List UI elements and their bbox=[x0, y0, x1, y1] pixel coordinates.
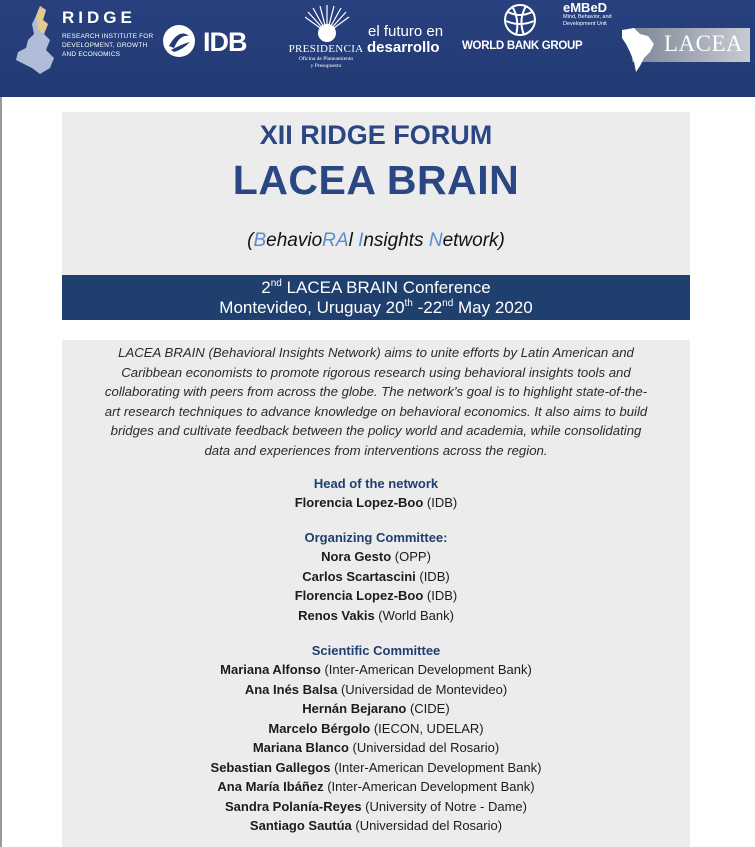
embed-logo-text: eMBeD bbox=[563, 0, 608, 15]
person-entry: Santiago Sautúa (Universidad del Rosario) bbox=[249, 818, 503, 833]
person-entry: Sandra Polanía-Reyes (University of Notre - Dame) bbox=[225, 799, 527, 814]
conference-banner bbox=[62, 275, 690, 320]
futuro-logo-line2: desarrollo bbox=[367, 39, 440, 56]
conference-date-place: Montevideo, Uruguay 20th -22nd May 2020 bbox=[219, 298, 533, 317]
person-entry: Carlos Scartascini (IDB) bbox=[302, 569, 450, 584]
ridge-logo-subtitle: RESEARCH INSTITUTE FOR DEVELOPMENT, GROWTH AND ECONOMICS bbox=[62, 33, 154, 58]
embed-logo-subtitle: Mind, Behavior, and Development Unit bbox=[563, 14, 612, 27]
conference-name: 2nd LACEA BRAIN Conference bbox=[261, 278, 491, 297]
organizing-committee-heading: Organizing Committee: bbox=[304, 530, 448, 545]
person-entry: Ana María Ibáñez (Inter-American Development Bank) bbox=[217, 779, 535, 794]
person-entry: Ana Inés Balsa (Universidad de Montevideo) bbox=[244, 682, 508, 697]
head-of-network-heading: Head of the network bbox=[313, 476, 439, 491]
person-entry: Nora Gesto (OPP) bbox=[321, 549, 431, 564]
ridge-logo-text: RIDGE bbox=[62, 8, 136, 27]
person-entry: Florencia Lopez-Boo (IDB) bbox=[294, 588, 458, 603]
person-entry: Mariana Alfonso (Inter-American Development Bank) bbox=[220, 662, 532, 677]
presidencia-logo-subtitle: Oficina de Planeamiento y Presupuesto bbox=[298, 56, 354, 69]
person-entry: Hernán Bejarano (CIDE) bbox=[302, 701, 450, 716]
intro-paragraph: LACEA BRAIN (Behavioral Insights Network) aims to unite efforts by Latin American and Caribbean economists to promote rigorous research using behavioral insights tools and collaborating with peers from across the globe. The network’s goal is to highlight state-of-the- art research techniques to advance knowledge on behavioral economics. It also aims to build bridges and cultivate feedback between the policy world and academia, while consolidating data and experiences from interventions across the region. bbox=[104, 345, 648, 458]
presidencia-logo-text: PRESIDENCIA bbox=[288, 43, 364, 55]
idb-logo-icon bbox=[162, 24, 196, 58]
lacea-map-icon bbox=[618, 26, 658, 74]
presidencia-sun-icon bbox=[303, 3, 351, 43]
forum-title: XII RIDGE FORUM bbox=[259, 120, 493, 150]
lacea-logo-text: LACEA bbox=[664, 31, 744, 56]
person-entry: Mariana Blanco (Universidad del Rosario) bbox=[252, 740, 500, 755]
person-entry: Renos Vakis (World Bank) bbox=[298, 608, 454, 623]
world-bank-globe-icon bbox=[502, 2, 538, 38]
left-margin-rule bbox=[0, 97, 2, 847]
world-bank-logo-text: WORLD BANK GROUP bbox=[462, 40, 583, 52]
futuro-logo-line1: el futuro en bbox=[368, 23, 444, 40]
network-tagline: (BehavioRAl Insights Network) bbox=[247, 230, 505, 251]
network-title: LACEA BRAIN bbox=[232, 157, 520, 203]
idb-logo-text: IDB bbox=[203, 27, 247, 57]
person-entry: Marcelo Bérgolo (IECON, UDELAR) bbox=[268, 721, 484, 736]
logo-banner bbox=[0, 0, 755, 97]
person-entry: Sebastian Gallegos (Inter-American Development Bank) bbox=[210, 760, 542, 775]
scientific-committee-heading: Scientific Committee bbox=[311, 643, 441, 658]
person-entry: Florencia Lopez-Boo (IDB) bbox=[294, 495, 458, 510]
